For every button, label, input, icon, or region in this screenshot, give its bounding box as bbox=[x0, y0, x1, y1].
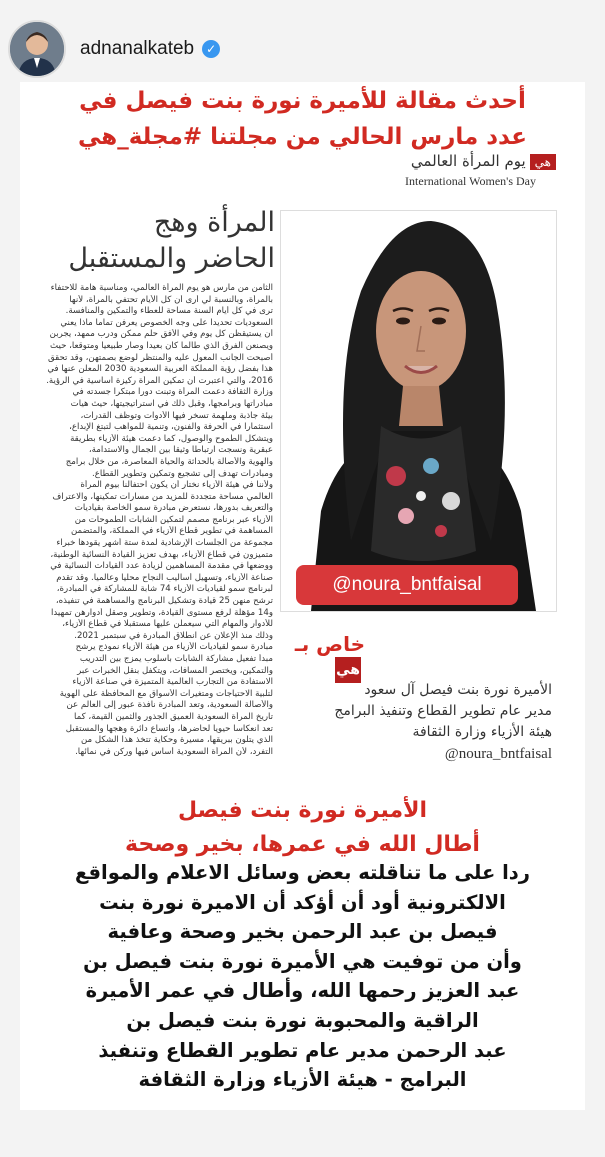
hia-logo: هي bbox=[530, 154, 556, 170]
article-line: تاريخ المرأة السعودية العميق الجذور والثمين القيمة، كما bbox=[74, 711, 273, 722]
statement-line: وأن من توفيت هي الأميرة نورة بنت فيصل بن bbox=[83, 949, 522, 973]
article-line: ترى في كل أيام السنة مساحة للعطاء والتمكين والمنافسة. bbox=[65, 306, 273, 317]
statement-line: عبد الرحمن مدير عام تطوير القطاع وتنفيذ bbox=[98, 1038, 507, 1062]
statement-text bbox=[30, 858, 575, 1095]
article-line: مبادرة سمو لقياديات الأزياء من هيئة الأزياء نموذج يرشح bbox=[75, 642, 273, 653]
article-line: مبادراتها وبرامجها، وقبل ذلك في استراتيجيتها، حيث هيأت bbox=[70, 398, 273, 409]
username[interactable] bbox=[80, 38, 220, 60]
article-line: 2016، والتي اعتبرت أن تمكين المرأة ركيزة أساسية في الرؤية. bbox=[46, 375, 273, 386]
article-line: وزارة الثقافة دعمت المرأة وتبنت دورا مبتكرا جسدته في bbox=[72, 387, 273, 398]
article-line: التفرد، لأن المرأة السعودية أساس فيها وركن في نمائها. bbox=[75, 746, 273, 757]
hia-logo-small: هي bbox=[335, 657, 361, 683]
handle-badge: @noura_bntfaisal bbox=[296, 565, 518, 605]
article-line: بيئة جاذبة وملهمة تسخر فيها الأدوات وتوظف القدرات، bbox=[80, 410, 273, 421]
article-line: صناعة الأزياء، وتسهيل أساليب النجاح محليا وعالميا. وقد تقدم bbox=[56, 572, 273, 583]
article-body bbox=[38, 283, 273, 778]
article-line: استثمارا في الحرفة والفنون، وتنمية للمواهب لتبتغ الإبداع، bbox=[69, 422, 273, 433]
article-title-line-1: المرأة وهج bbox=[153, 207, 275, 238]
article-line: مبدأ تفعيل مشاركة الشابات بأسلوب يمزج بين التدريب bbox=[79, 654, 273, 664]
article-line: الأزياء عبر برنامج مصمم لتمكين الشابات الطموحات من bbox=[74, 514, 273, 525]
statement-line: فيصل بن عبد الرحمن بخير وصحة وعافية bbox=[107, 920, 498, 944]
article-line: الاستفادة من التجارب العالمية المتميزة في صناعة الأزياء bbox=[72, 677, 273, 688]
article-line: السعوديات تحديدا على وجه الخصوص يعرفن تماما ماذا يعني bbox=[60, 317, 273, 328]
article-line: المساهمة في تطوير قطاع الأزياء في المملكة، والمتضمن bbox=[70, 526, 273, 537]
statement-line: ردا على ما تناقلته بعض وسائل الاعلام والمواقع bbox=[74, 861, 531, 884]
article-line: الثامن من مارس هو يوم المرأة العالمي، ومناسبة هامة للاحتفاء bbox=[50, 283, 273, 293]
exclusive-text: خاص بـ bbox=[294, 632, 365, 656]
statement-line: عبد العزيز رحمها الله، وأطال في عمر الأميرة bbox=[85, 979, 520, 1003]
announcement-title-line-1: الأميرة نورة بنت فيصل bbox=[177, 798, 428, 823]
caption-role-2: هيئة الأزياء وزارة الثقافة bbox=[412, 724, 552, 740]
article-line: و14 مؤهلة لرفع مستوى القيادة، وتطوير وصقل أدوارهن تمهيدا bbox=[51, 607, 273, 618]
headline-line-2: عدد مارس الحالي من مجلتنا #مجلة_هي bbox=[77, 124, 528, 150]
announcement-title bbox=[20, 794, 585, 862]
article-line: أن يستيقظن كل يوم وفي الأفق حلم ممكن ودرب ممهد، يجربن bbox=[49, 329, 273, 340]
article-line: ترشح منهن 25 قيادة وتشكيل البرنامج والمساهمة في تنفيذه، bbox=[55, 596, 273, 607]
caption-handle: @noura_bntfaisal bbox=[444, 746, 552, 762]
article-line: لبرنامج سمو لقياديات الأزياء 74 شابة للمشاركة في المبادرة، bbox=[56, 584, 273, 595]
article-line: للأدوار والمهام التي سيعملن عليها مستقبلا في قطاع الأزياء، bbox=[62, 619, 273, 630]
article-line: ومبادرات تهدف إلى تشجيع وتمكين وتطوير القطاع. bbox=[92, 468, 273, 479]
article-line: ويتشكل الطموح والوصول، كما دعمت هيئة الأزياء بطريقة bbox=[70, 433, 273, 444]
portrait-photo bbox=[280, 210, 557, 612]
article-line: والهوية والأصالة بالحداثة والحياة المعاصرة، من خلال برامج bbox=[65, 456, 273, 467]
article-line: بالمرأة، وبالنسبة لي أرى أن كل الأيام تحتفي بالمرأة، لأنها bbox=[69, 294, 273, 305]
statement-line: الالكترونية أود أن أؤكد أن الاميرة نورة بنت bbox=[99, 890, 506, 914]
headline-line-1: أحدث مقالة للأميرة نورة بنت فيصل في bbox=[79, 88, 526, 114]
brand-english: International Women's Day bbox=[405, 174, 536, 188]
article-title-line-2: الحاضر والمستقبل bbox=[68, 243, 275, 274]
brand-arabic bbox=[411, 152, 556, 170]
username-text: adnanalkateb bbox=[80, 38, 195, 59]
article-line: العالمي مساحة متجددة للمزيد من مسارات تمكينها، والاعتراف bbox=[52, 491, 273, 502]
story-header bbox=[0, 0, 605, 92]
caption-name: الأميرة نورة بنت فيصل آل سعود bbox=[364, 682, 552, 698]
statement-line: الراقية والمحبوبة نورة بنت فيصل بن bbox=[126, 1008, 479, 1032]
article-line: والأصالة السعودية، وتعد المبادرة نافذة عبور إلى العالم عن bbox=[66, 700, 273, 711]
announcement-title-line-2: أطال الله في عمرها، بخير وصحة bbox=[125, 832, 480, 857]
article-line: والتمكين، ويختصر المسافات، ويتكفل بنقل الخبرات عبر bbox=[77, 665, 273, 676]
photo-caption bbox=[270, 680, 552, 765]
brand-arabic-text: يوم المرأة العالمي bbox=[410, 152, 526, 170]
statement-line: البرامج - هيئة الأزياء وزارة الثقافة bbox=[138, 1068, 467, 1092]
magazine-brand bbox=[386, 152, 556, 192]
article-line: عبقرية ونسجت ارتباطا وثيقا بين الجمال والاستدامة، bbox=[88, 445, 273, 456]
article-title bbox=[60, 205, 275, 277]
avatar-portrait-icon bbox=[10, 22, 64, 76]
article-line: وذلك منذ الإعلان عن انطلاق المبادرة في سبتمبر 2021. bbox=[74, 630, 273, 641]
caption-role-1: مدير عام تطوير القطاع وتنفيذ البرامج bbox=[334, 703, 552, 719]
article-line: تعد انعكاسا حيويا لحاضرها، واتساع دائرة وهجها والمستقبل bbox=[65, 723, 273, 734]
verified-badge-icon: ✓ bbox=[202, 40, 220, 58]
article-line: هذا بفضل رؤية المملكة العربية السعودية 2030 المعلن عنها في bbox=[47, 364, 273, 375]
article-line: ووضعها في مقدمة المساهمين لزيادة عدد القيادات النسائية في bbox=[50, 561, 273, 572]
exclusive-tag bbox=[285, 632, 365, 678]
avatar[interactable] bbox=[8, 20, 66, 78]
article-line: والتعريف بدورها، نستعرض مبادرة سمو الخاصة بقياديات bbox=[74, 503, 273, 514]
article-line: أصبحت الجانب المعول عليه والمنتظر لوضع بصمتهن، وقد تحقق bbox=[47, 352, 273, 363]
article-line: متميزون في قطاع الأزياء، بهدف تعزيز القيادة النسائية الوطنية، bbox=[50, 549, 273, 560]
article-line: ولأننا في هيئة الأزياء نختار أن يكون احتفالنا بيوم المرأة bbox=[80, 480, 273, 491]
article-line: الذي يتلون ببريقها، مسيرة وحكاية تتخذ هذا الشكل من bbox=[81, 735, 273, 746]
article-line: ويصنعن الفرق الذي طالما كان بعيدا وصار طبيعيا ومتوقعا، حيث bbox=[50, 340, 273, 351]
article-line: مجموعة من الجلسات الإرشادية لمدة ستة أشهر يقودها خبراء bbox=[56, 538, 273, 549]
portrait-illustration-icon bbox=[281, 211, 556, 611]
article-line: لتلبية الاحتياجات ومتغيرات الأسواق مع المحافظة على الهوية bbox=[59, 688, 273, 699]
